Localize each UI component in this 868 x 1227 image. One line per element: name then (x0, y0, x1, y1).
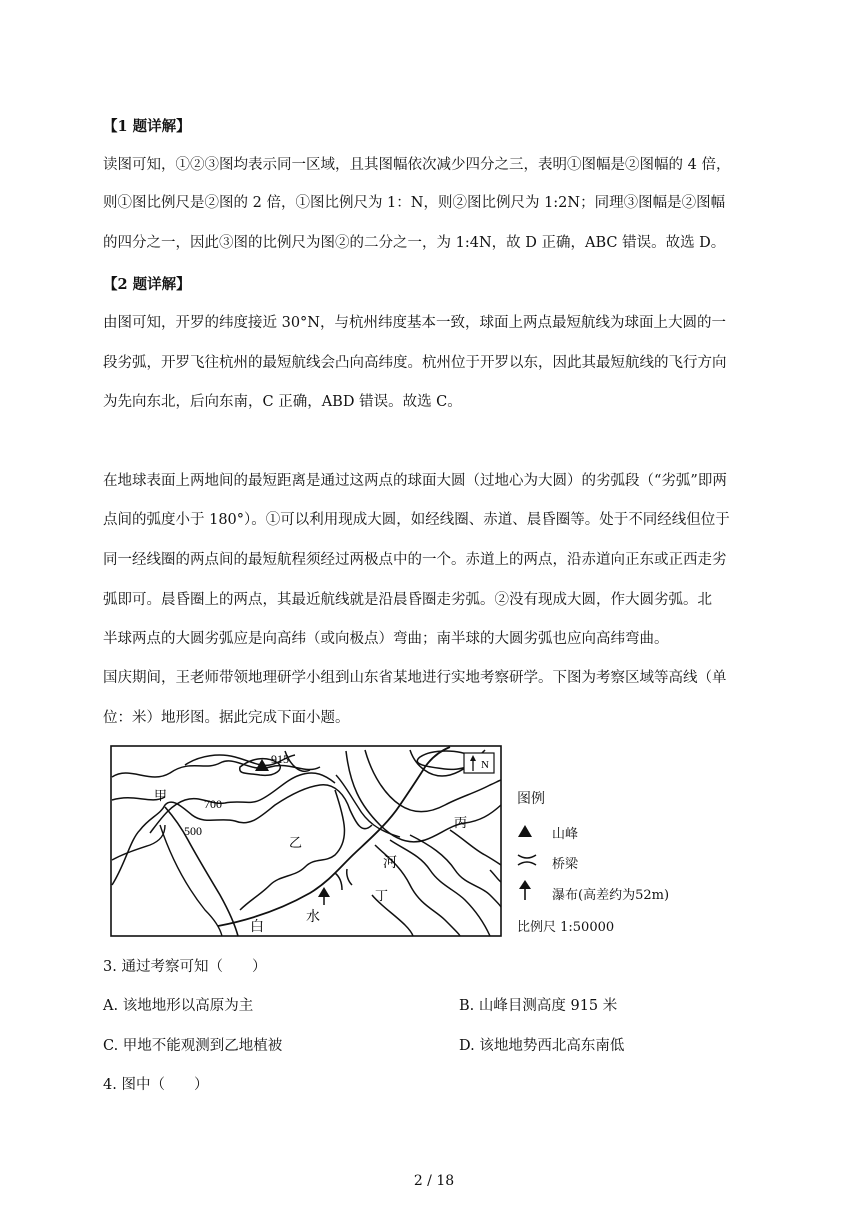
q3-option-b: B. 山峰目测高度 915 米 (459, 998, 618, 1014)
legend-waterfall-label: 瀑布(高差约为52m) (552, 888, 670, 903)
q3-option-c: C. 甲地不能观测到乙地植被 (103, 1038, 283, 1054)
q2-heading: 【2 题详解】 (103, 276, 191, 293)
q2-line-3: 为先向东北，后向东南，C 正确，ABD 错误。故选 C。 (103, 394, 462, 410)
contour-map (110, 745, 502, 937)
contour-700-label: 700 (204, 797, 222, 811)
note-line-1: 在地球表面上两地间的最短距离是通过这两点的球面大圆（过地心为大圆）的劣弧段（“劣弧”即两 (103, 473, 727, 489)
legend-title: 图例 (517, 791, 545, 807)
place-bing-label: 丙 (454, 815, 468, 830)
note-line-2: 点间的弧度小于 180°）。①可以利用现成大圆，如经线圈、赤道、晨昏圈等。处于不同经线但位于 (103, 512, 730, 528)
page-number: 2 / 18 (413, 1173, 455, 1189)
legend-waterfall-icon (517, 879, 533, 901)
legend-peak-icon (517, 824, 533, 838)
q3-option-d: D. 该地地势西北高东南低 (459, 1038, 625, 1054)
intro-line-2: 位：米）地形图。据此完成下面小题。 (103, 710, 350, 726)
river-he-label: 河 (383, 856, 397, 871)
river-bai-label: 白 (250, 920, 264, 935)
legend-peak-label: 山峰 (552, 827, 579, 842)
map-frame (111, 746, 501, 936)
north-label: N (481, 759, 489, 771)
q1-line-2: 则①图比例尺是②图的 2 倍，①图比例尺为 1：N，则②图比例尺为 1:2N；同理③图幅是②图幅 (103, 195, 726, 211)
north-box (464, 753, 494, 773)
q1-heading: 【1 题详解】 (103, 118, 191, 135)
intro-line-1: 国庆期间，王老师带领地理研学小组到山东省某地进行实地考察研学。下图为考察区域等高线（单 (103, 670, 727, 686)
note-line-3: 同一经线圈的两点间的最短航程须经过两极点中的一个。赤道上的两点，沿赤道向正东或正西走劣 (103, 552, 727, 568)
legend-bridge-label: 桥梁 (552, 857, 579, 872)
q1-line-1: 读图可知，①②③图均表示同一区域，且其图幅依次减少四分之三，表明①图幅是②图幅的 4 倍， (103, 157, 731, 173)
peak-elevation-label: 915 (271, 752, 289, 766)
q2-line-2: 段劣弧，开罗飞往杭州的最短航线会凸向高纬度。杭州位于开罗以东，因此其最短航线的飞行方向 (103, 355, 727, 371)
legend-bridge-icon (517, 852, 537, 868)
q3-stem: 3. 通过考察可知（ ） (103, 959, 267, 975)
q3-option-a: A. 该地地形以高原为主 (103, 998, 254, 1014)
place-yi-label: 乙 (289, 835, 303, 850)
note-line-4: 弧即可。晨昏圈上的两点，其最近航线就是沿晨昏圈走劣弧。②没有现成大圆，作大圆劣弧。北 (103, 592, 712, 608)
place-ding-label: 丁 (375, 888, 389, 903)
river-shui-label: 水 (306, 910, 320, 925)
contour-500-label: 500 (184, 824, 202, 838)
q4-stem: 4. 图中（ ） (103, 1077, 209, 1093)
legend-scale: 比例尺 1:50000 (517, 920, 615, 935)
note-line-5: 半球两点的大圆劣弧应是向高纬（或向极点）弯曲；南半球的大圆劣弧也应向高纬弯曲。 (103, 631, 669, 647)
q2-line-1: 由图可知，开罗的纬度接近 30°N，与杭州纬度基本一致，球面上两点最短航线为球面上大圆的一 (103, 315, 726, 331)
place-jia-label: 甲 (154, 788, 168, 803)
q1-line-3: 的四分之一，因此③图的比例尺为图②的二分之一，为 1:4N，故 D 正确，ABC 错误。故选 D。 (103, 235, 726, 251)
